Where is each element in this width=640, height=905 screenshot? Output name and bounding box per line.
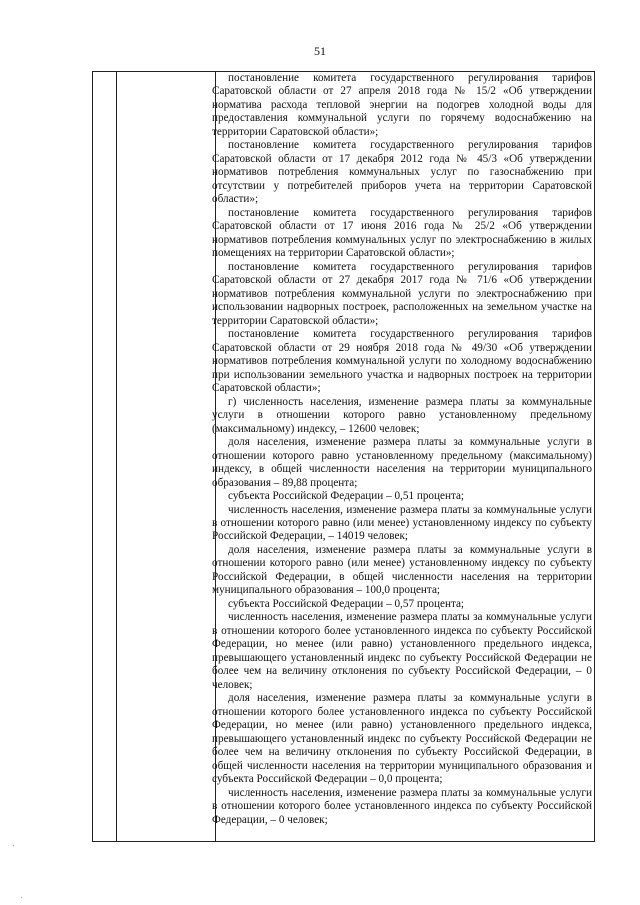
paragraph: численность населения, изменение размера платы за коммунальные услуги в отношении которого более установленного индекса по субъекту Российской Федерации, – 0 человек; bbox=[212, 786, 592, 826]
paragraph: постановление комитета государственного регулирования тарифов Саратовской области от 27 апреля 2018 года № 15/2 «Об утверждении норматива расхода тепловой энергии на подогрев холодной воды для предоставления коммунальной услуги по горячему водоснабжению на территории Саратовской области»; bbox=[212, 72, 592, 138]
paragraph: постановление комитета государственного регулирования тарифов Саратовской области от 17 июня 2016 года № 25/2 «Об утверждении нормативов потребления коммунальных услуг по электроснабжению в жилых помещениях на территории Саратовской области»; bbox=[212, 206, 592, 260]
paragraph: г) численность населения, изменение размера платы за коммунальные услуги в отношении которого равно установленному предельному (максимальному) индексу, – 12600 человек; bbox=[212, 395, 592, 435]
table-text-cell bbox=[212, 72, 592, 827]
paragraph: численность населения, изменение размера платы за коммунальные услуги в отношении которого более установленного индекса по субъекту Российской Федерации, но менее (или равно) установленного предельного индекса, превышающего установленный индекс по субъекту Российской Федерации не более чем на величину отклонения по субъекту Российской Федерации, – 0 человек; bbox=[212, 611, 592, 691]
margin-mark: · bbox=[12, 840, 15, 850]
paragraph: постановление комитета государственного регулирования тарифов Саратовской области от 29 ноября 2018 года № 49/30 «Об утверждении нормативов потребления коммунальной услуги по холодному водоснабжению при использовании земельного участка и надворных построек на территории Саратовской области»; bbox=[212, 328, 592, 395]
page-number: 51 bbox=[314, 44, 326, 58]
paragraph: субъекта Российской Федерации – 0,57 процента; bbox=[228, 597, 465, 610]
margin-mark: · bbox=[20, 892, 23, 902]
paragraph: постановление комитета государственного регулирования тарифов Саратовской области от 17 декабря 2012 года № 45/3 «Об утверждении нормативов потребления коммунальных услуг по газоснабжению при отсутствии у потребителей приборов учета на территории Саратовской области»; bbox=[212, 139, 592, 206]
column-divider bbox=[116, 72, 117, 841]
paragraph: субъекта Российской Федерации – 0,51 процента; bbox=[228, 490, 465, 503]
paragraph: доля населения, изменение размера платы за коммунальные услуги в отношении которого равно установленному предельному (максимальному) индексу, в общей численности населения на территории муниципального образования – 89,88 процента; bbox=[212, 436, 592, 489]
paragraph: доля населения, изменение размера платы за коммунальные услуги в отношении которого равно (или менее) установленному индексу по субъекту Российской Федерации, в общей численности населения на территории муниципального образования – 100,0 процента; bbox=[212, 543, 592, 597]
paragraph: постановление комитета государственного регулирования тарифов Саратовской области от 27 декабря 2017 года № 71/6 «Об утверждении нормативов потребления коммунальной услуги по электроснабжению при использовании надворных построек, расположенных на земельном участке на территории Саратовской области»; bbox=[212, 260, 592, 327]
paragraph: доля населения, изменение размера платы за коммунальные услуги в отношении которого более установленного индекса по субъекту Российской Федерации, но менее (или равно) установленного предельного индекса, превышающего установленный индекс по субъекту Российской Федерации не более чем на величину отклонения по субъекту Российской Федерации, в общей численности населения на территории муниципального образования и субъекта Российской Федерации – 0,0 процента; bbox=[212, 692, 592, 786]
paragraph: численность населения, изменение размера платы за коммунальные услуги в отношении которого равно (или менее) установленному индексу по субъекту Российской Федерации, – 14019 человек; bbox=[212, 503, 592, 543]
